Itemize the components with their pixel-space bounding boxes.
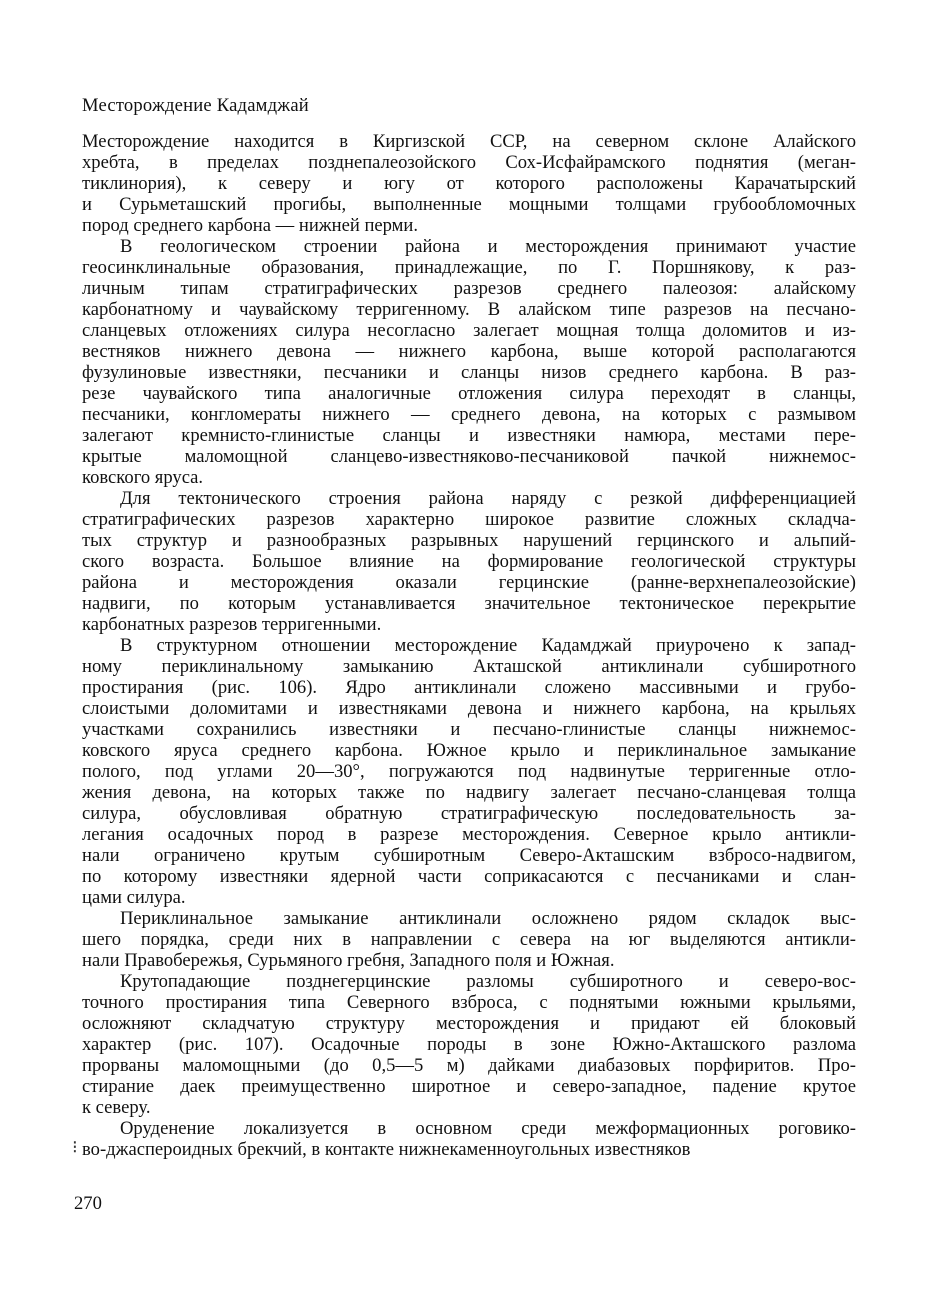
text-line: нали ограничено крутым субширотным Северо-Акташским взбросо-надвигом, bbox=[82, 845, 856, 866]
text-line: шего порядка, среди них в направлении с севера на юг выделяются антикли- bbox=[82, 929, 856, 950]
text-line: пород среднего карбона — нижней перми. bbox=[82, 215, 419, 236]
text-line: характер (рис. 107). Осадочные породы в зоне Южно-Акташского разлома bbox=[82, 1034, 856, 1055]
body-text bbox=[82, 131, 856, 1160]
text-line: осложняют складчатую структуру месторождения и придают ей блоковый bbox=[82, 1013, 856, 1034]
text-line: прорваны маломощными (до 0,5—5 м) дайками диабазовых порфиритов. Про- bbox=[82, 1055, 856, 1076]
text-line: ского возраста. Большое влияние на формирование геологической структуры bbox=[82, 551, 856, 572]
text-line: песчаники, конгломераты нижнего — среднего девона, на которых с размывом bbox=[82, 404, 856, 425]
text-line: простирания (рис. 106). Ядро антиклинали сложено массивными и грубо- bbox=[82, 677, 856, 698]
paragraph bbox=[82, 971, 856, 1118]
text-line: во-джаспероидных брекчий, в контакте нижнекаменноугольных известняков bbox=[82, 1139, 691, 1160]
text-line: надвиги, по которым устанавливается значительное тектоническое перекрытие bbox=[82, 593, 856, 614]
text-line: участками сохранились известняки и песчано-глинистые сланцы нижнемос- bbox=[82, 719, 856, 740]
text-line: района и месторождения оказали герцинские (ранне-верхнепалеозойские) bbox=[82, 572, 856, 593]
text-line: точного простирания типа Северного взброса, с поднятыми южными крыльями, bbox=[82, 992, 856, 1013]
page-number: 270 bbox=[74, 1193, 102, 1214]
text-line: личным типам стратиграфических разрезов среднего палеозоя: алайскому bbox=[82, 278, 856, 299]
text-line: полого, под углами 20—30°, погружаются под надвинутые терригенные отло- bbox=[82, 761, 856, 782]
paragraph bbox=[82, 488, 856, 635]
text-line: тых структур и разнообразных разрывных нарушений герцинского и альпий- bbox=[82, 530, 856, 551]
text-line: фузулиновые известняки, песчаники и сланцы низов среднего карбона. В раз- bbox=[82, 362, 856, 383]
text-line: Для тектонического строения района наряду с резкой дифференциацией bbox=[120, 488, 856, 509]
text-line: Крутопадающие позднегерцинские разломы субширотного и северо-вос- bbox=[120, 971, 856, 992]
text-line: Оруденение локализуется в основном среди межформационных роговико- bbox=[120, 1118, 856, 1139]
text-line: Месторождение находится в Киргизской ССР, на северном склоне Алайского bbox=[82, 131, 856, 152]
text-line: хребта, в пределах позднепалеозойского Сох-Исфайрамского поднятия (меган- bbox=[82, 152, 856, 173]
margin-mark: ⁝ bbox=[72, 1137, 78, 1157]
section-heading: Месторождение Кадамджай bbox=[82, 95, 309, 116]
text-line: залегают кремнисто-глинистые сланцы и известняки намюра, местами пере- bbox=[82, 425, 856, 446]
text-line: крытые маломощной сланцево-известняково-песчаниковой пачкой нижнемос- bbox=[82, 446, 856, 467]
text-line: ковского яруса среднего карбона. Южное крыло и периклинальное замыкание bbox=[82, 740, 856, 761]
text-line: вестняков нижнего девона — нижнего карбона, выше которой располагаются bbox=[82, 341, 856, 362]
text-line: В структурном отношении месторождение Кадамджай приурочено к запад- bbox=[120, 635, 856, 656]
text-line: тиклинория), к северу и югу от которого расположены Карачатырский bbox=[82, 173, 856, 194]
text-line: цами силура. bbox=[82, 887, 186, 908]
text-line: карбонатных разрезов терригенными. bbox=[82, 614, 382, 635]
text-line: по которому известняки ядерной части соприкасаются с песчаниками и слан- bbox=[82, 866, 856, 887]
text-line: резе чаувайского типа аналогичные отложения силура переходят в сланцы, bbox=[82, 383, 856, 404]
paragraph bbox=[82, 635, 856, 908]
text-line: стратиграфических разрезов характерно широкое развитие сложных складча- bbox=[82, 509, 856, 530]
text-line: жения девона, на которых также по надвигу залегает песчано-сланцевая толща bbox=[82, 782, 856, 803]
text-line: слоистыми доломитами и известняками девона и нижнего карбона, на крыльях bbox=[82, 698, 856, 719]
text-line: легания осадочных пород в разрезе месторождения. Северное крыло антикли- bbox=[82, 824, 856, 845]
text-line: карбонатному и чаувайскому терригенному. В алайском типе разрезов на песчано- bbox=[82, 299, 856, 320]
text-line: к северу. bbox=[82, 1097, 151, 1118]
paragraph bbox=[82, 908, 856, 971]
text-line: ному периклинальному замыканию Акташской антиклинали субширотного bbox=[82, 656, 856, 677]
paragraph bbox=[82, 131, 856, 236]
text-line: геосинклинальные образования, принадлежащие, по Г. Поршнякову, к раз- bbox=[82, 257, 856, 278]
text-line: силура, обусловливая обратную стратиграфическую последовательность за- bbox=[82, 803, 856, 824]
text-line: Периклинальное замыкание антиклинали осложнено рядом складок выс- bbox=[120, 908, 856, 929]
text-line: сланцевых отложениях силура несогласно залегает мощная толща доломитов и из- bbox=[82, 320, 856, 341]
text-line: ковского яруса. bbox=[82, 467, 204, 488]
text-line: и Сурьметашский прогибы, выполненные мощными толщами грубообломочных bbox=[82, 194, 856, 215]
text-line: нали Правобережья, Сурьмяного гребня, Западного поля и Южная. bbox=[82, 950, 615, 971]
paragraph bbox=[82, 1118, 856, 1160]
text-line: В геологическом строении района и месторождения принимают участие bbox=[120, 236, 856, 257]
text-line: стирание даек преимущественно широтное и северо-западное, падение крутое bbox=[82, 1076, 856, 1097]
paragraph bbox=[82, 236, 856, 488]
